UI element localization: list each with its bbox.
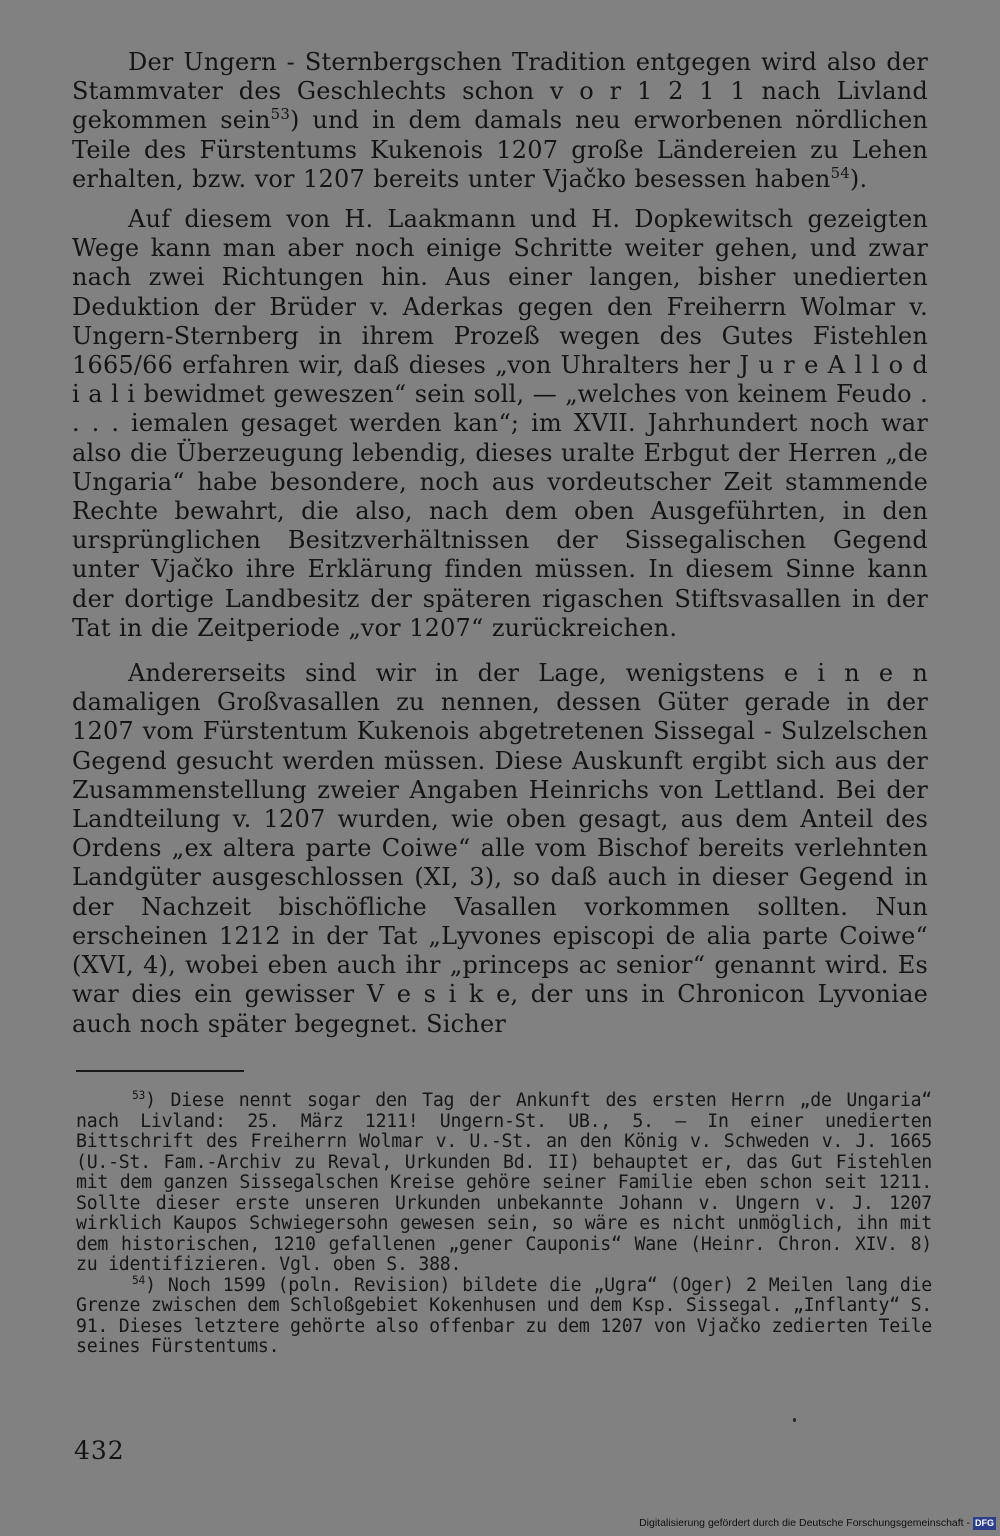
page-number: 432	[74, 1436, 125, 1465]
paragraph-1-text: Der Ungern - Sternbergschen Tradition entgegen wird also der Stammvater des Geschlechts schon v o r 1 2 1 1 nach Livland gekommen sein	[72, 48, 928, 135]
footnote-number: 54	[132, 1273, 146, 1287]
footnote-53	[76, 1088, 932, 1276]
paragraph-1-tail: ) und in dem damals neu erworbenen nördlichen Teile des Fürstentums Kukenois 1207 große Ländereien zu Lehen erhalten, bzw. vor 1207 bereits unter Vjačko besessen haben	[72, 106, 928, 193]
ink-speck	[793, 1418, 796, 1422]
paragraph-3-text: Andererseits sind wir in der Lage, wenigstens e i n e n damaligen Großvasallen zu nennen, dessen Güter gerade in der 1207 vom Fürstentum Kukenois abgetretenen Sissegal - Sulzelschen Gegend gesucht werden müssen. Diese Auskunft ergibt sich aus der Zusammenstellung zweier Angaben Heinrichs von Lettland. Bei der Landteilung v. 1207 wurden, wie oben gesagt, aus dem Anteil des Ordens „ex altera parte Coiwe“ alle vom Bischof bereits verlehnten Landgüter ausgeschlossen (XI, 3), so daß auch in dieser Gegend in der Nachzeit bischöfliche Vasallen vorkommen sollten. Nun erscheinen 1212 in der Tat „Lyvones episcopi de alia parte Coiwe“ (XVI, 4), wobei eben auch ihr „princeps ac senior“ genannt wird. Es war dies ein gewisser V e s i k e, der uns in Chronicon Lyvoniae auch noch später begegnet. Sicher	[72, 659, 928, 1038]
funding-credit	[639, 1514, 996, 1532]
paragraph-2	[72, 205, 928, 643]
paragraph-1-end: ).	[849, 164, 868, 193]
footnote-text: ) Noch 1599 (poln. Revision) bildete die „Ugra“ (Oger) 2 Meilen lang die Grenze zwischen dem Schloßgebiet Kokenhusen und dem Ksp. Sissegal. „Inflanty“ S. 91. Dieses letztere gehörte also offenbar zu dem 1207 von Vjačko zedierten Teile seines Fürstentums.	[76, 1274, 932, 1357]
paragraph-1	[72, 48, 928, 194]
paragraph-2-text: Auf diesem von H. Laakmann und H. Dopkewitsch gezeigten Wege kann man aber noch einige Schritte weiter gehen, und zwar nach zwei Richtungen hin. Aus einer langen, bisher unedierten Deduktion der Brüder v. Aderkas gegen den Freiherrn Wolmar v. Ungern-Sternberg in ihrem Prozeß wegen des Gutes Fistehlen 1665/66 erfahren wir, daß dieses „von Uhralters her J u r e A l l o d i a l i bewidmet geweszen“ sein soll, — „welches von keinem Feudo . . . . iemalen gesaget werden kan“; im XVII. Jahrhundert noch war also die Überzeugung lebendig, dieses uralte Erbgut der Herren „de Ungaria“ habe besondere, noch aus vordeutscher Zeit stammende Rechte bewahrt, die also, nach dem oben Ausgeführten, in den ursprünglichen Besitzverhältnissen der Sissegalischen Gegend unter Vjačko ihre Erklärung finden müssen. In diesem Sinne kann der dortige Landbesitz der späteren rigaschen Stiftsvasallen in der Tat in die Zeitperiode „vor 1207“ zurückreichen.	[72, 205, 928, 642]
footnote-ref-54[interactable]: 54	[830, 163, 850, 182]
credit-text: Digitalisierung gefördert durch die Deutsche Forschungsgemeinschaft -	[639, 1517, 970, 1529]
dfg-logo-icon: DFG	[975, 1517, 994, 1528]
paragraph-3	[72, 659, 928, 1039]
footnote-text: ) Diese nennt sogar den Tag der Ankunft des ersten Herrn „de Ungaria“ nach Livland: 25. März 1211! Ungern-St. UB., 5. — In einer unedierten Bittschrift des Freiherrn Wolmar v. U.-St. an den König v. Schweden v. J. 1665 (U.-St. Fam.-Archiv zu Reval, Urkunden Bd. II) behauptet er, das Gut Fistehlen mit dem ganzen Sissegalschen Kreise gehöre seiner Familie eben schon seit 1211. Sollte dieser erste unseren Urkunden unbekannte Johann v. Ungern v. J. 1207 wirklich Kaupos Schwiegersohn gewesen sein, so wäre es nicht unmöglich, ihn mit dem historischen, 1210 gefallenen „gener Cauponis“ Wane (Heinr. Chron. XIV. 8) zu identifizieren. Vgl. oben S. 388.	[76, 1090, 932, 1275]
footnotes	[76, 1088, 932, 1358]
footnote-54	[76, 1273, 932, 1358]
footnote-ref-53[interactable]: 53	[270, 105, 290, 124]
footnote-number: 53	[132, 1088, 146, 1102]
page-body	[72, 48, 928, 1039]
footnote-divider	[76, 1070, 244, 1072]
